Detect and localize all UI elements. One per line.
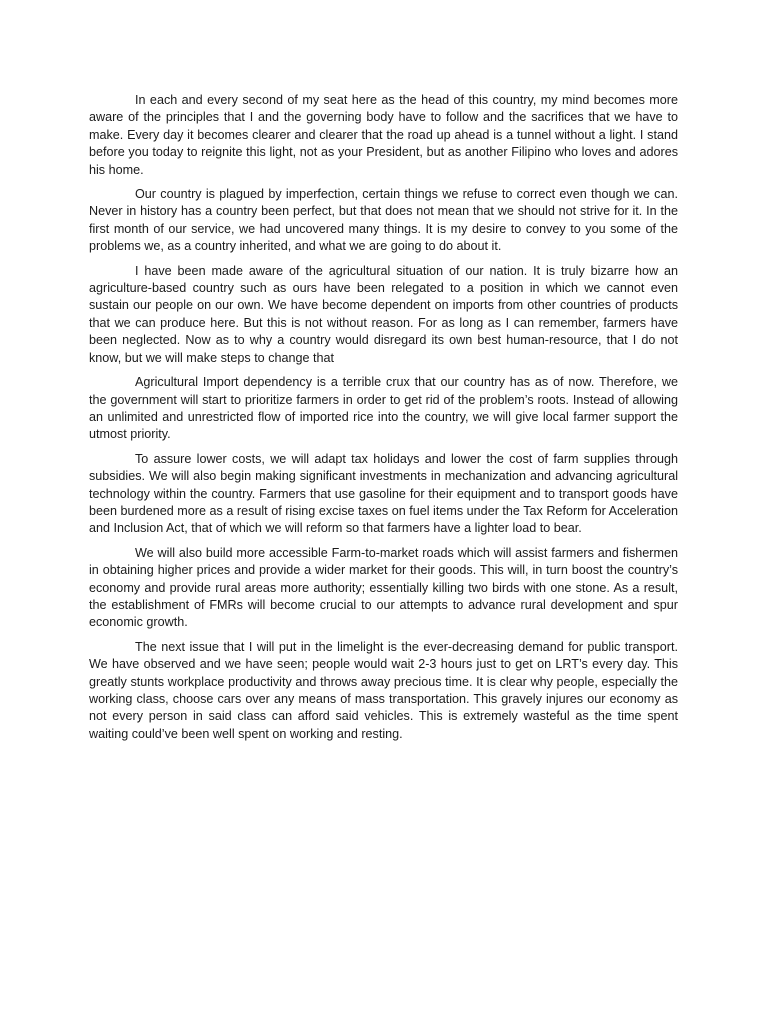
paragraph-1: In each and every second of my seat here as the head of this country, my mind becomes more aware of the principles that I and the governing body have to follow and the sacrifices that we have to make. Every day it becomes clearer and clearer that the road up ahead is a tunnel without a light. I stand before you today to reignite this light, not as your President, but as another Filipino who loves and adores his home. (89, 93, 678, 177)
paragraph-2: Our country is plagued by imperfection, certain things we refuse to correct even though we can. Never in history has a country been perfect, but that does not mean that we should not strive for it. In the first month of our service, we had uncovered many things. It is my desire to convey to you some of the problems we, as a country inherited, and what we are going to do about it. (89, 187, 678, 254)
document-body (89, 92, 678, 750)
paragraph-5: To assure lower costs, we will adapt tax holidays and lower the cost of farm supplies through subsidies. We will also begin making significant investments in mechanization and advancing agricultural technology within the country. Farmers that use gasoline for their equipment and to transport goods have been burdened more as a result of rising excise taxes on fuel items under the Tax Reform for Acceleration and Inclusion Act, that of which we will reform so that farmers have a lighter load to bear. (89, 451, 678, 536)
paragraph-7: The next issue that I will put in the limelight is the ever-decreasing demand for public transport. We have observed and we have seen; people would wait 2-3 hours just to get on LRT’s every day. This greatly stunts workplace productivity and throws away precious time. It is clear why people, especially the working class, choose cars over any means of mass transportation. This gravely injures our economy as not every person in said class can afford said vehicles. This is extremely wasteful as the time spent waiting could’ve been well spent on working and resting. (89, 639, 678, 741)
paragraph-6: We will also build more accessible Farm-to-market roads which will assist farmers and fishermen in obtaining higher prices and provide a wider market for their goods. This will, in turn boost the country’s economy and provide rural areas more authority; essentially killing two birds with one stone. As a result, the establishment of FMRs will become crucial to our attempts to advance rural development and spur economic growth. (89, 545, 678, 630)
paragraph-3: I have been made aware of the agricultural situation of our nation. It is truly bizarre how an agriculture-based country such as ours have been relegated to a position in which we cannot even sustain our people on our own. We have become dependent on imports from other countries of products that we can produce here. But this is not without reason. For as long as I can remember, farmers have been neglected. Now as to why a country would disregard its own best human-resource, that I do not know, but we will make steps to change that (89, 263, 678, 365)
paragraph-4: Agricultural Import dependency is a terrible crux that our country has as of now. Therefore, we the government will start to prioritize farmers in order to get rid of the problem’s roots. Instead of allowing an unlimited and unrestricted flow of imported rice into the country, we will give local farmer support the utmost priority. (89, 375, 678, 442)
